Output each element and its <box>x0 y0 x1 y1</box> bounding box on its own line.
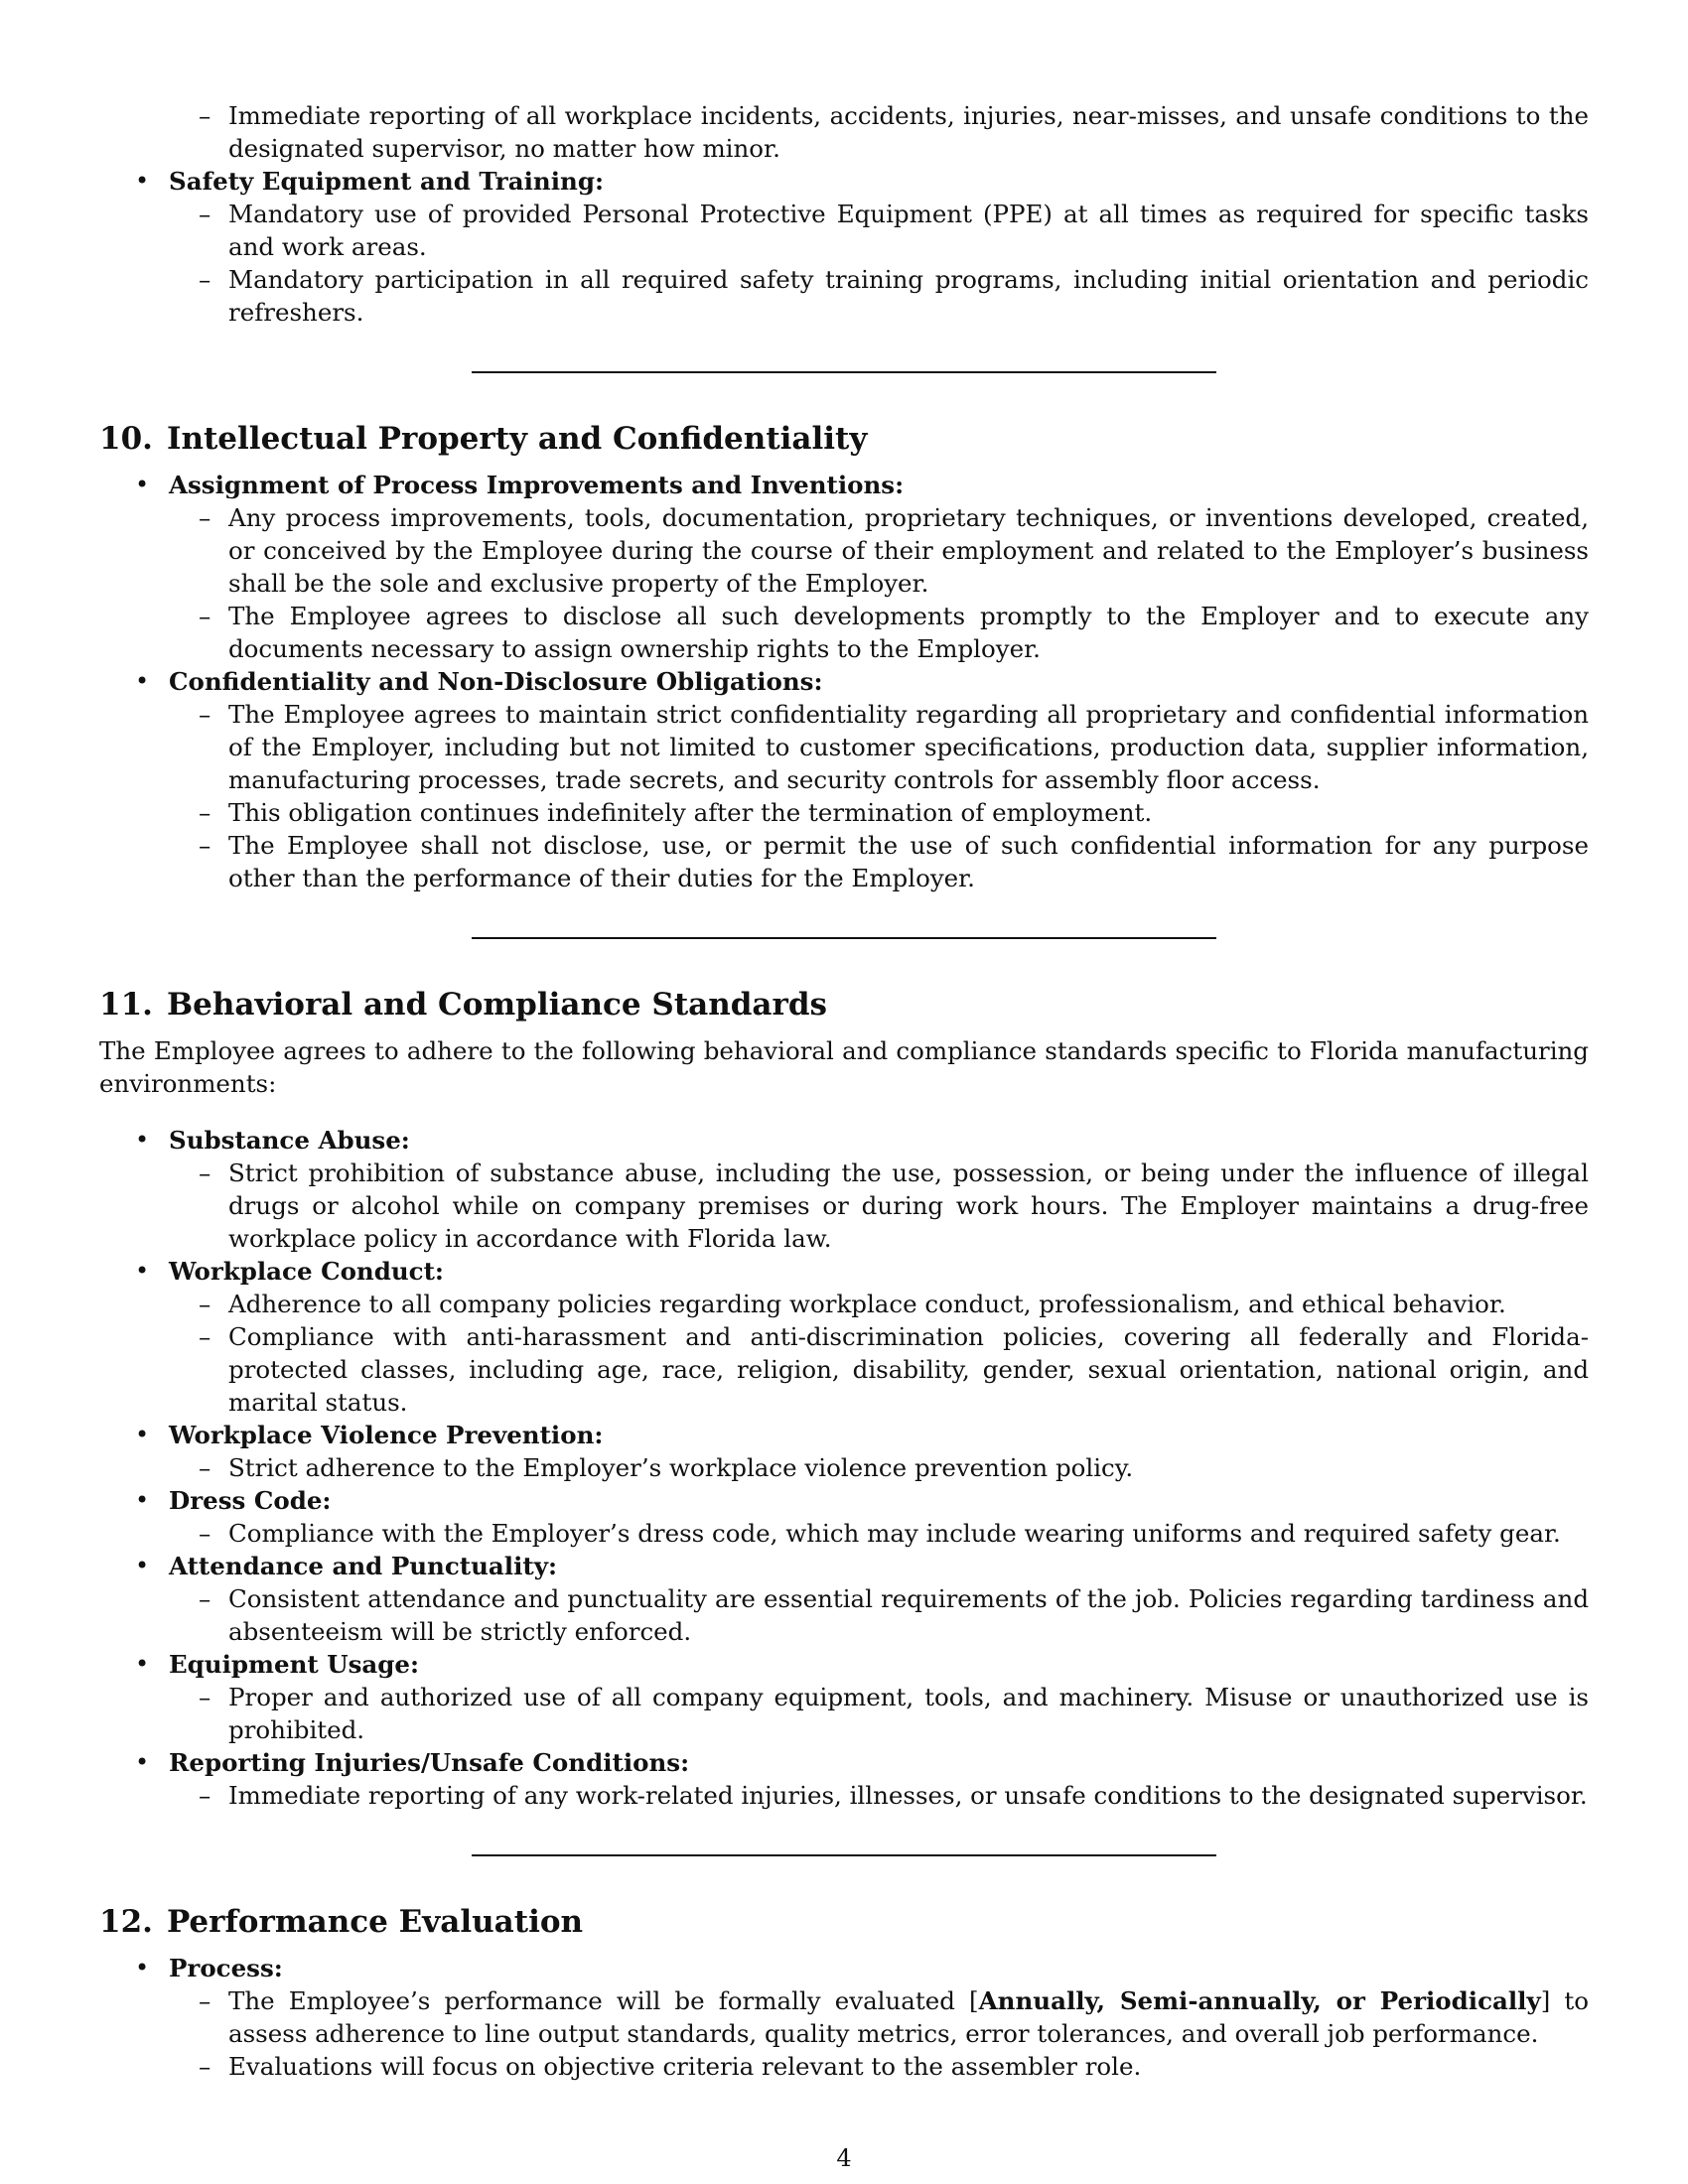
list-item: – Strict adherence to the Employer’s workplace violence prevention policy. <box>169 1451 1589 1484</box>
dash-list <box>169 1157 1589 1255</box>
bullet-violence-prevention <box>99 1419 1589 1484</box>
section-10-heading <box>99 419 1589 459</box>
section-title <box>99 1902 1589 1942</box>
continued-list <box>99 99 1589 329</box>
section-number: 10. <box>99 421 153 457</box>
bullet-label: Substance Abuse: <box>169 1126 410 1155</box>
dash-list <box>169 698 1589 894</box>
section-divider <box>472 937 1216 939</box>
section-divider <box>472 1854 1216 1856</box>
section-number: 12. <box>99 1904 153 1940</box>
bullet-confidentiality <box>99 665 1589 894</box>
bullet-label: Workplace Violence Prevention: <box>169 1421 604 1449</box>
section-title-text: Intellectual Property and Confidentiality <box>166 421 868 457</box>
list-item: – Evaluations will focus on objective criteria relevant to the assembler role. <box>169 2050 1589 2083</box>
list-item: – Consistent attendance and punctuality are essential requirements of the job. Policies regarding tardiness and absenteeism will be strictly enforced. <box>169 1582 1589 1648</box>
section-intro: The Employee agrees to adhere to the following behavioral and compliance standards specific to Florida manufacturing environments: <box>99 1036 1589 1098</box>
section-11-list <box>99 1124 1589 1812</box>
section-12-list <box>99 1952 1589 2083</box>
list-item: – Immediate reporting of any work-related injuries, illnesses, or unsafe conditions to the designated supervisor. <box>169 1779 1589 1812</box>
bullet-label: Process: <box>169 1954 283 1982</box>
text-run: ] to assess adherence to line output standards, quality metrics, error tolerances, and overall job performance. <box>228 1986 1589 2048</box>
list-item: – The Employee agrees to maintain strict confidentiality regarding all proprietary and confidential information of the Employer, including but not limited to customer specifications, production data, supplier information, manufacturing processes, trade secrets, and security controls for assembly floor access. <box>169 698 1589 796</box>
document-page <box>99 99 1589 2083</box>
list-item: – Strict prohibition of substance abuse, including the use, possession, or being under the influence of illegal drugs or alcohol while on company premises or during work hours. The Employer maintains a drug-free workplace policy in accordance with Florida law. <box>169 1157 1589 1255</box>
bullet-label: Assignment of Process Improvements and Inventions: <box>169 471 905 499</box>
list-item: – Proper and authorized use of all company equipment, tools, and machinery. Misuse or unauthorized use is prohibited. <box>169 1681 1589 1746</box>
bullet-label: Workplace Conduct: <box>169 1257 444 1286</box>
bullet-attendance <box>99 1550 1589 1648</box>
section-12-heading <box>99 1902 1589 1942</box>
bullet-dress-code <box>99 1484 1589 1550</box>
list-item: – The Employee shall not disclose, use, or permit the use of such confidential information for any purpose other than the performance of their duties for the Employer. <box>169 829 1589 894</box>
dash-list <box>169 198 1589 329</box>
dash-list <box>169 1288 1589 1419</box>
dash-list <box>169 1984 1589 2083</box>
bullet-reporting-injuries <box>99 1746 1589 1812</box>
section-title-text: Performance Evaluation <box>166 1904 584 1940</box>
evaluation-frequency: Annually, Semi-annually, or Periodically <box>978 1986 1541 2015</box>
bullet-label: Reporting Injuries/Unsafe Conditions: <box>169 1748 690 1777</box>
continued-dash-list <box>169 99 1589 165</box>
text-run: The Employee’s performance will be formally evaluated [ <box>228 1986 979 2015</box>
bullet-label: Dress Code: <box>169 1486 332 1515</box>
dash-list <box>169 1681 1589 1746</box>
bullet-safety-equipment <box>99 165 1589 329</box>
list-item: – Compliance with the Employer’s dress code, which may include wearing uniforms and required safety gear. <box>169 1517 1589 1550</box>
dash-list <box>169 1582 1589 1648</box>
section-10-list <box>99 469 1589 894</box>
page-number: 4 <box>836 2144 852 2172</box>
bullet-substance-abuse <box>99 1124 1589 1255</box>
section-number: 11. <box>99 987 153 1023</box>
list-item: – The Employee agrees to disclose all such developments promptly to the Employer and to execute any documents necessary to assign ownership rights to the Employer. <box>169 600 1589 665</box>
bullet-workplace-conduct <box>99 1255 1589 1419</box>
bullet-label: Safety Equipment and Training: <box>169 167 604 196</box>
list-item <box>169 1984 1589 2050</box>
section-title <box>99 419 1589 459</box>
dash-list <box>169 1517 1589 1550</box>
list-item: – Immediate reporting of all workplace incidents, accidents, injuries, near-misses, and unsafe conditions to the designated supervisor, no matter how minor. <box>169 99 1589 165</box>
bullet-process <box>99 1952 1589 2083</box>
list-item: – Mandatory use of provided Personal Protective Equipment (PPE) at all times as required for specific tasks and work areas. <box>169 198 1589 263</box>
bullet-label: Equipment Usage: <box>169 1650 420 1679</box>
list-item: – Mandatory participation in all required safety training programs, including initial orientation and periodic refreshers. <box>169 263 1589 329</box>
section-title <box>99 985 1589 1024</box>
list-item: – Any process improvements, tools, documentation, proprietary techniques, or inventions developed, created, or conceived by the Employee during the course of their employment and related to the Employer’s business shall be the sole and exclusive property of the Employer. <box>169 501 1589 600</box>
bullet-assignment <box>99 469 1589 665</box>
list-item: – Compliance with anti-harassment and anti-discrimination policies, covering all federally and Florida-protected classes, including age, race, religion, disability, gender, sexual orientation, national origin, and marital status. <box>169 1320 1589 1419</box>
bullet-label: Attendance and Punctuality: <box>169 1552 557 1580</box>
section-divider <box>472 371 1216 373</box>
section-title-text: Behavioral and Compliance Standards <box>166 987 827 1023</box>
continued-bullet <box>99 99 1589 165</box>
section-11-heading <box>99 985 1589 1024</box>
dash-list <box>169 1451 1589 1484</box>
bullet-equipment-usage <box>99 1648 1589 1746</box>
list-item: – Adherence to all company policies regarding workplace conduct, professionalism, and ethical behavior. <box>169 1288 1589 1320</box>
dash-list <box>169 501 1589 665</box>
dash-list <box>169 1779 1589 1812</box>
bullet-label: Confidentiality and Non-Disclosure Obligations: <box>169 667 823 696</box>
list-item: – This obligation continues indefinitely after the termination of employment. <box>169 796 1589 829</box>
